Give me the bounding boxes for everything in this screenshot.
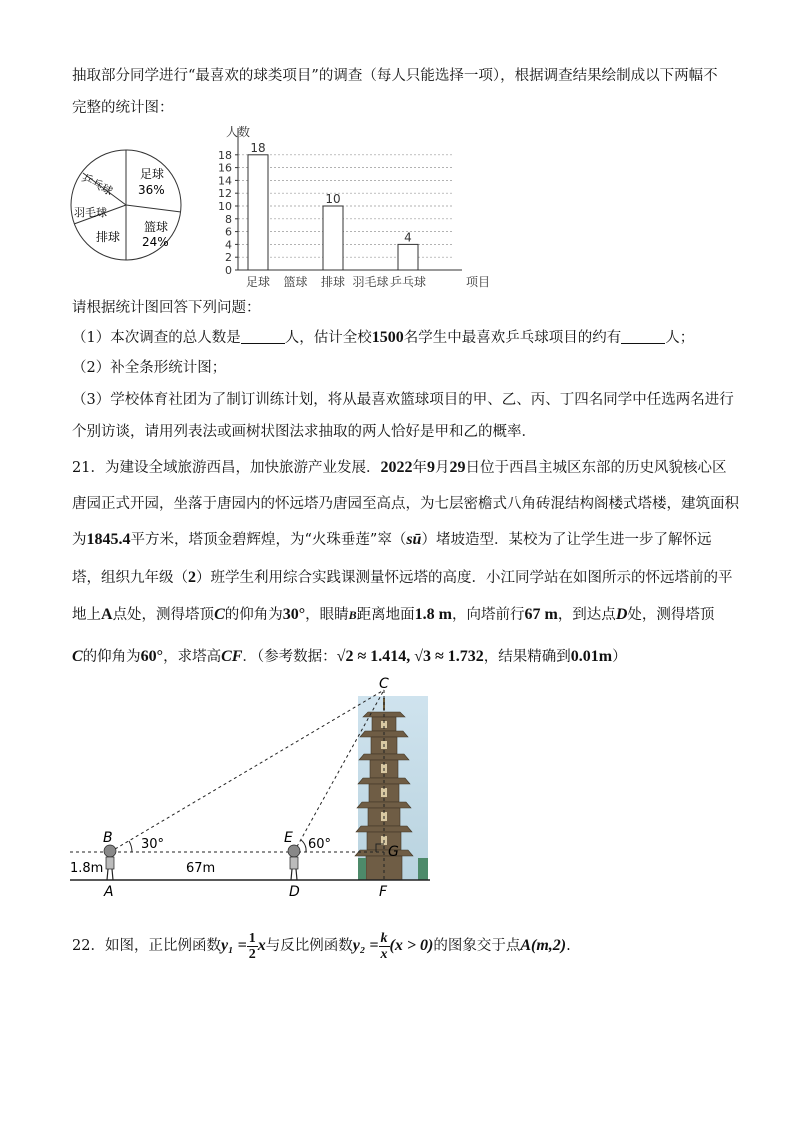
walk-distance: 67 m: [524, 606, 558, 623]
question-2: （2）补全条形统计图；: [72, 360, 227, 376]
label-B: B: [103, 830, 113, 846]
bar-chart: [200, 124, 491, 296]
y-tick-label: 8: [225, 212, 232, 226]
x-tick-label: 排球: [320, 275, 346, 289]
bar-data-label: 18: [250, 140, 266, 155]
label-F: F: [379, 884, 388, 900]
label-angle-60: 60°: [308, 837, 332, 852]
p21-line-6: [72, 647, 627, 667]
precision: 0.01m: [570, 648, 613, 665]
y2-symbol: y₂ =: [352, 937, 379, 954]
p21-line-3: [72, 530, 711, 550]
p21-text: ，到达点: [557, 607, 616, 623]
p22-text: .: [566, 938, 571, 954]
pie-label-volleyball: 排球: [96, 230, 121, 244]
fraction-numerator: 1: [248, 930, 256, 946]
label-D: D: [289, 884, 300, 900]
fraction-k-over-x: [379, 931, 390, 962]
y-tick-label: 2: [225, 251, 232, 265]
y-tick-label: 0: [225, 264, 232, 277]
p21-class: 2: [188, 569, 196, 586]
point-A: A: [101, 606, 113, 623]
x-tick-label: 羽毛球: [352, 275, 389, 289]
x-tick-label: 足球: [245, 275, 271, 289]
bar: [248, 155, 268, 270]
eye-height: 1.8 m: [414, 606, 452, 623]
label-E: E: [284, 830, 293, 846]
p21-text: 平方米，塔顶金碧辉煌，为“火珠垂莲”窣（: [130, 532, 407, 548]
x-tick-label: 篮球: [283, 275, 308, 289]
point-B: B: [348, 608, 357, 622]
label-distance: 67m: [186, 861, 216, 876]
p21-text: ）班学生利用综合实践课测量怀远塔的高度．小江同学站在如图所示的怀远塔前的平: [196, 570, 733, 586]
domain-condition: (x > 0): [389, 937, 434, 954]
p21-text: 月: [434, 460, 450, 476]
y-tick-label: 4: [225, 238, 232, 252]
p22-text: 与反比例函数: [265, 938, 353, 954]
point-C: C: [214, 606, 225, 623]
pie-pct-football: 36%: [138, 183, 165, 197]
pie-label-football: 足球: [140, 167, 165, 181]
angle-arc-60: [301, 840, 306, 852]
point-C: C: [72, 648, 83, 665]
y-tick-label: 10: [218, 200, 232, 213]
pie-chart: [66, 140, 188, 270]
segment-CF: CF: [221, 648, 243, 665]
answer-blank: [621, 329, 665, 344]
angle-arc-30: [129, 841, 132, 852]
p21-text: ）: [612, 649, 627, 665]
y-tick-label: 16: [218, 161, 232, 175]
fraction-numerator: k: [380, 930, 388, 946]
p21-text: 为: [72, 532, 87, 548]
y1-symbol: y₁ =: [220, 937, 247, 954]
person-icon: [104, 845, 116, 880]
pie-pct-basketball: 24%: [142, 235, 169, 249]
p21-text: ）堵坡造型．某校为了让学生进一步了解怀远: [421, 532, 712, 548]
angle-60: 60°: [140, 648, 164, 665]
p21-text: ，结果精确到: [483, 649, 571, 665]
p21-line-4: [72, 568, 733, 588]
y-tick-label: 12: [218, 187, 232, 201]
tower-figure: [66, 676, 436, 902]
p21-text: ，向塔前行: [451, 607, 525, 623]
y-tick-label: 18: [218, 148, 232, 162]
p21-text: 地上: [72, 607, 101, 623]
p21-area: 1845.4: [86, 531, 131, 548]
p21-text: 距离地面: [356, 607, 415, 623]
person-icon: [288, 845, 300, 880]
bar: [323, 206, 343, 270]
point-A-coords: A(m,2): [520, 937, 567, 954]
angle-30: 30°: [282, 606, 306, 623]
point-D: D: [615, 606, 628, 623]
y-axis-label: 人数: [226, 125, 251, 139]
pie-label-pingpong: 乒乓球: [79, 171, 115, 199]
bar-data-label: 10: [325, 192, 341, 206]
question-prompt: 请根据统计图回答下列问题：: [72, 300, 261, 316]
bar: [398, 244, 418, 270]
question-3-line-1: （3）学校体育社团为了制订训练计划，将从最喜欢篮球项目的甲、乙、丙、丁四名同学中任选两名进行: [72, 392, 734, 408]
label-height: 1.8m: [70, 861, 104, 876]
p21-line-1: [72, 458, 726, 478]
fraction-denominator: x: [380, 946, 388, 962]
q1-text-b: 人，估计全校: [284, 330, 372, 346]
label-A: A: [104, 884, 114, 900]
sight-line-BC: [110, 690, 384, 852]
p21-text: 塔，组织九年级（: [72, 570, 188, 586]
fraction-one-half: [247, 931, 258, 962]
q1-text-d: 人；: [665, 330, 695, 346]
question-1: [72, 328, 694, 348]
p21-text: 21．为建设全域旅游西昌，加快旅游产业发展．: [72, 460, 381, 476]
question-3-line-2: 个别访谈，请用列表法或画树状图法求抽取的两人恰好是甲和乙的概率．: [72, 424, 536, 440]
pie-label-badminton: 羽毛球: [74, 206, 107, 219]
p21-text: 的仰角为: [224, 607, 283, 623]
p21-text: 年: [412, 460, 427, 476]
p22-text: 的图象交于点: [433, 938, 521, 954]
x-tick-label: 乒乓球: [389, 275, 427, 289]
p21-line-2: 唐园正式开园，坐落于唐园内的怀远塔乃唐园至高点，为七层密檐式八角砖混结构阁楼式塔楼，建筑面积: [72, 496, 739, 512]
intro-line-1: 抽取部分同学进行“最喜欢的球类项目”的调查（每人只能选择一项），根据调查结果绘制成以下两幅不: [72, 68, 718, 84]
p21-text: 点处，测得塔顶: [112, 607, 215, 623]
q1-text-c: 名学生中最喜欢乒乓球项目的约有: [403, 330, 622, 346]
label-G: G: [388, 844, 399, 860]
reference-values: √2 ≈ 1.414, √3 ≈ 1.732: [336, 648, 484, 665]
p21-line-5: [72, 605, 714, 625]
label-C: C: [379, 676, 389, 692]
p21-text: 日位于西昌主城区东部的历史风貌核心区: [465, 460, 727, 476]
q1-number: 1500: [371, 329, 404, 346]
p21-text: ，眼睛: [305, 607, 349, 623]
p21-text: ，求塔高: [163, 649, 222, 665]
p22-text: 22．如图，正比例函数: [72, 938, 221, 954]
p21-year: 2022: [380, 459, 413, 476]
pie-divider: [126, 205, 181, 212]
p21-text: 处，测得塔顶: [627, 607, 715, 623]
p21-day: 29: [449, 459, 466, 476]
x-axis-label: 项目: [466, 275, 491, 289]
intro-line-2: 完整的统计图：: [72, 100, 174, 116]
q1-text-a: （1）本次调查的总人数是: [72, 330, 241, 346]
bar-data-label: 4: [404, 230, 412, 245]
fraction-denominator: 2: [248, 946, 256, 962]
p21-text: ．（参考数据：: [242, 649, 337, 665]
p21-pinyin: sū: [406, 531, 422, 548]
answer-blank: [241, 329, 285, 344]
p21-text: 的仰角为: [82, 649, 141, 665]
label-angle-30: 30°: [141, 837, 165, 852]
y-tick-label: 6: [225, 225, 232, 239]
p21-month: 9: [426, 459, 435, 476]
pie-label-basketball: 篮球: [144, 220, 169, 234]
p22-line: [72, 926, 571, 966]
y-tick-label: 14: [218, 174, 232, 188]
x-symbol: x: [257, 937, 266, 954]
